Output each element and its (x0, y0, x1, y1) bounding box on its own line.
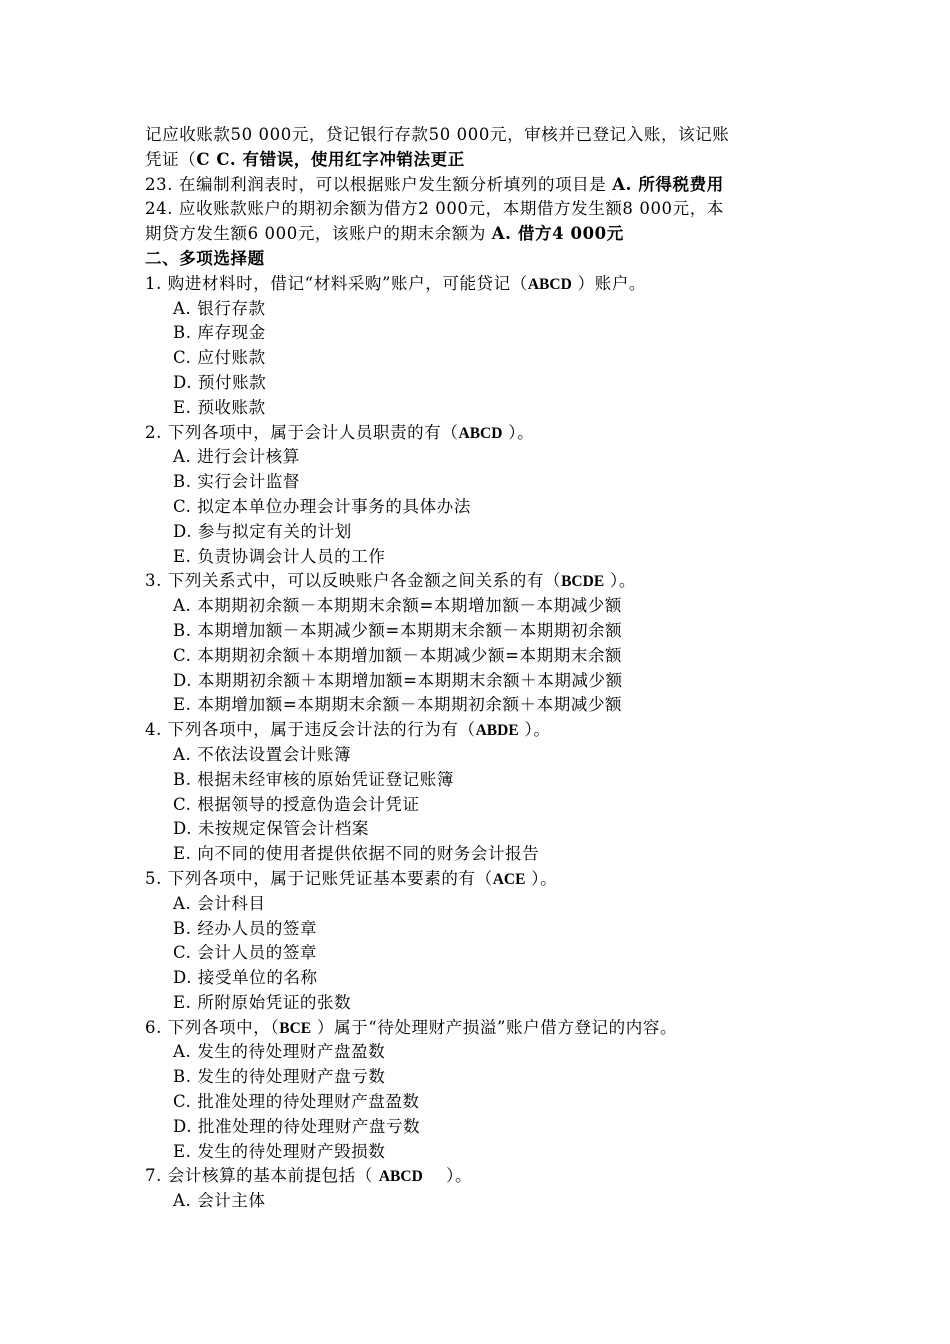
option-item: A. 不依法设置会计账簿 (173, 744, 352, 764)
option-item: D. 接受单位的名称 (173, 968, 318, 988)
question-6 (145, 1016, 805, 1041)
question-24-line-2 (145, 222, 805, 247)
question-stem: 4. 下列各项中，属于违反会计法的行为有（ (145, 720, 476, 740)
option-item: C. 根据领导的授意伪造会计凭证 (173, 794, 420, 814)
question-23-answer: A. 所得税费用 (612, 174, 724, 194)
question-stem-end: ）。 (502, 422, 535, 442)
option-item: A. 会计主体 (173, 1191, 266, 1211)
question-answer: BCDE (561, 573, 605, 591)
question-answer: ABDE (475, 722, 519, 740)
question-stem: 3. 下列关系式中，可以反映账户各金额之间关系的有（ (145, 571, 562, 591)
question-7 (145, 1164, 805, 1189)
section-title: 二、多项选择题 (145, 248, 265, 268)
option-item: C. 批准处理的待处理财产盘盈数 (173, 1092, 420, 1112)
question-24-answer: A. 借方4 000元 (491, 224, 624, 244)
option-item: C. 会计人员的签章 (173, 943, 318, 963)
option-item: C. 本期期初余额＋本期增加额－本期减少额=本期期末余额 (173, 645, 623, 665)
intro-line-2-prefix: 凭证（ (145, 149, 197, 169)
question-stem: 5. 下列各项中，属于记账凭证基本要素的有（ (145, 868, 493, 888)
option-item: A. 发生的待处理财产盘盈数 (173, 1042, 386, 1062)
text-line (145, 148, 805, 173)
option-item: B. 发生的待处理财产盘亏数 (173, 1067, 386, 1087)
question-stem-end: ）。 (525, 868, 558, 888)
option-item: B. 库存现金 (173, 323, 266, 343)
question-2 (145, 421, 805, 446)
option-item: A. 银行存款 (173, 298, 266, 318)
question-stem-end: ）。 (604, 571, 636, 591)
question-24-line-1 (145, 197, 805, 222)
question-answer: ABCD (378, 1168, 423, 1186)
question-1 (145, 272, 805, 297)
option-item: B. 本期增加额－本期减少额=本期期末余额－本期期初余额 (173, 620, 623, 640)
question-24-text-2: 期贷方发生额6 000元，该账户的期末余额为 (145, 224, 492, 244)
question-4 (145, 718, 805, 743)
question-stem: 7. 会计核算的基本前提包括（ (145, 1166, 379, 1186)
question-stem: 2. 下列各项中，属于会计人员职责的有（ (145, 422, 459, 442)
question-5 (145, 867, 805, 892)
intro-line-1: 记应收账款50 000元，贷记银行存款50 000元，审核并已登记入账，该记账 (145, 125, 730, 144)
question-23-text: 23. 在编制利润表时，可以根据账户发生额分析填列的项目是 (145, 174, 613, 194)
multiple-choice-questions (145, 272, 805, 1214)
question-stem-end: ）。 (518, 720, 551, 740)
option-item: D. 预付账款 (173, 372, 267, 392)
document-body (145, 123, 805, 1214)
question-stem: 1. 购进材料时，借记“材料采购”账户，可能贷记（ (145, 273, 528, 293)
question-answer: ACE (492, 870, 526, 888)
option-item: A. 进行会计核算 (173, 447, 300, 467)
option-item: A. 会计科目 (173, 893, 266, 913)
option-item: E. 向不同的使用者提供依据不同的财务会计报告 (173, 844, 540, 864)
option-item: D. 批准处理的待处理财产盘亏数 (173, 1116, 421, 1136)
question-answer: ABCD (527, 275, 572, 293)
option-item: B. 实行会计监督 (173, 472, 301, 492)
question-24-text-1: 24. 应收账款账户的期初余额为借方2 000元，本期借方发生额8 000元，本 (145, 199, 724, 219)
question-answer: BCE (279, 1019, 312, 1037)
option-item: E. 预收账款 (173, 397, 266, 417)
intro-line-2-answer: C C. 有错误，使用红字冲销法更正 (196, 149, 465, 169)
option-item: B. 经办人员的签章 (173, 918, 318, 938)
question-stem-end: ）账户。 (571, 273, 647, 293)
option-item: C. 应付账款 (173, 348, 266, 368)
question-answer: ABCD (458, 424, 503, 442)
question-23 (145, 173, 805, 198)
question-stem: 6. 下列各项中，（ (145, 1017, 280, 1037)
option-item: D. 参与拟定有关的计划 (173, 521, 352, 541)
option-item: E. 本期增加额=本期期末余额－本期期初余额＋本期减少额 (173, 695, 623, 715)
question-stem-end: ）。 (422, 1166, 473, 1186)
option-item: C. 拟定本单位办理会计事务的具体办法 (173, 496, 471, 516)
question-stem-end: ）属于“待处理财产损溢”账户借方登记的内容。 (311, 1017, 678, 1037)
option-item: D. 本期期初余额＋本期增加额=本期期末余额＋本期减少额 (173, 670, 623, 690)
question-3 (145, 569, 805, 594)
option-item: D. 未按规定保管会计档案 (173, 819, 369, 839)
option-item: A. 本期期初余额－本期期末余额=本期增加额－本期减少额 (173, 596, 623, 616)
text-line (145, 123, 805, 148)
option-item: B. 根据未经审核的原始凭证登记账簿 (173, 769, 454, 789)
option-item: E. 所附原始凭证的张数 (173, 992, 352, 1012)
option-item: E. 负责协调会计人员的工作 (173, 546, 386, 566)
option-item: E. 发生的待处理财产毁损数 (173, 1141, 386, 1161)
